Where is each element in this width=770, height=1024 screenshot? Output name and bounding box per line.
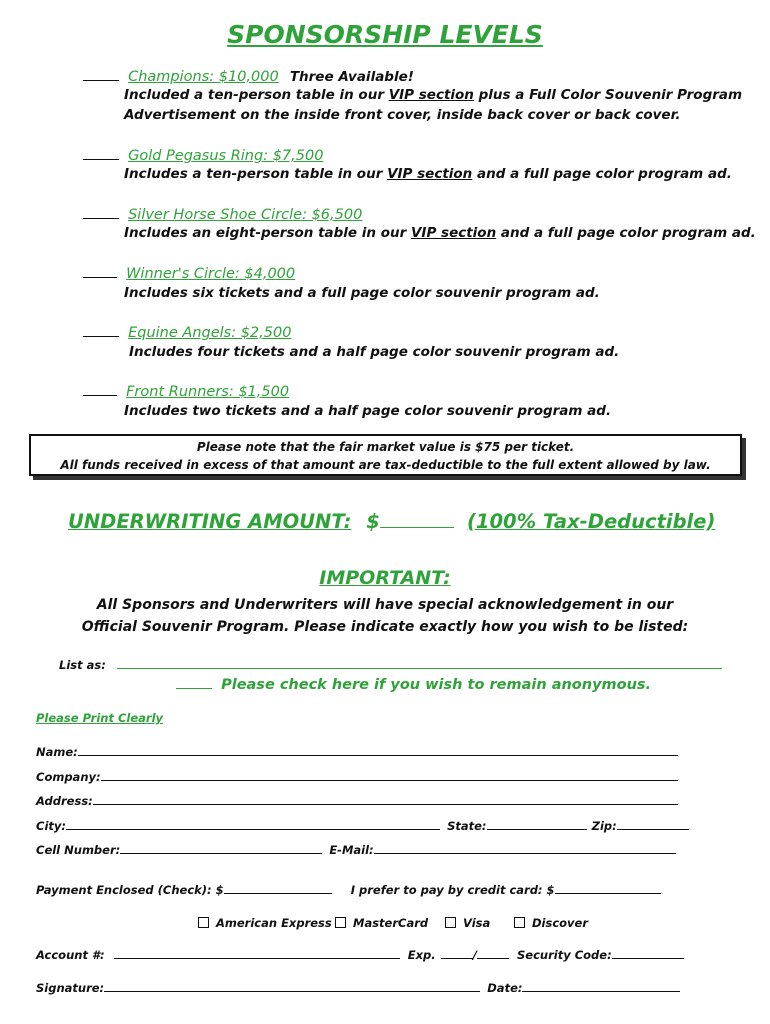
level-name: Front Runners: $1,500 bbox=[126, 384, 290, 400]
list-as-field[interactable] bbox=[117, 656, 722, 669]
card-label: Visa bbox=[463, 916, 491, 930]
account-field[interactable] bbox=[114, 946, 400, 959]
acknowledgement-line-2: Official Souvenir Program. Please indicate exactly how you wish to be listed: bbox=[81, 619, 689, 635]
security-code-field[interactable] bbox=[612, 946, 684, 959]
signature-label: Signature: bbox=[36, 981, 105, 995]
payment-check-field[interactable] bbox=[224, 881, 332, 894]
payment-row bbox=[36, 879, 661, 898]
checkbox-icon[interactable] bbox=[335, 917, 346, 928]
company-row bbox=[36, 766, 678, 785]
level-gold-pegasus bbox=[83, 145, 323, 164]
level-silver-horse-shoe bbox=[83, 204, 362, 223]
list-as-label: List as: bbox=[59, 658, 106, 672]
name-label: Name: bbox=[36, 745, 78, 759]
email-field[interactable] bbox=[374, 841, 676, 854]
tax-deductible-label: (100% Tax-Deductible) bbox=[467, 510, 716, 533]
level-name: Equine Angels: $2,500 bbox=[128, 325, 292, 341]
level-description: Includes a ten-person table in our VIP section and a full page color program ad. bbox=[124, 166, 732, 182]
date-field[interactable] bbox=[522, 979, 680, 992]
page-title: SPONSORSHIP LEVELS bbox=[227, 20, 543, 49]
tax-note-line-1: Please note that the fair market value is $75 per ticket. bbox=[196, 440, 575, 454]
underwriting-dollar: $ bbox=[366, 510, 380, 533]
anonymous-checkbox-line[interactable] bbox=[176, 674, 212, 689]
city-state-zip-row bbox=[36, 815, 689, 834]
level-description: Includes four tickets and a half page color souvenir program ad. bbox=[129, 344, 620, 360]
card-label: American Express bbox=[216, 916, 332, 930]
level-availability: Three Available! bbox=[289, 69, 414, 85]
name-row bbox=[36, 741, 678, 760]
level-description: Includes two tickets and a half page color souvenir program ad. bbox=[124, 403, 612, 419]
payment-credit-field[interactable] bbox=[555, 881, 661, 894]
exp-label: Exp. bbox=[407, 948, 436, 962]
tax-note-line-2: All funds received in excess of that amount are tax-deductible to the full extent allowed by law. bbox=[60, 458, 711, 472]
account-label: Account #: bbox=[36, 948, 105, 962]
signature-field[interactable] bbox=[104, 979, 480, 992]
company-field[interactable] bbox=[101, 768, 678, 781]
level-description: Includes six tickets and a full page color souvenir program ad. bbox=[124, 285, 600, 301]
level-checkbox-line[interactable] bbox=[83, 204, 119, 219]
city-field[interactable] bbox=[66, 817, 440, 830]
level-name: Champions: $10,000 bbox=[128, 69, 279, 85]
list-as-row bbox=[59, 654, 722, 673]
level-checkbox-line[interactable] bbox=[83, 66, 119, 81]
address-field[interactable] bbox=[93, 792, 678, 805]
level-champions bbox=[83, 66, 414, 85]
zip-field[interactable] bbox=[617, 817, 689, 830]
state-field[interactable] bbox=[487, 817, 587, 830]
card-option-discover[interactable] bbox=[514, 912, 588, 931]
anonymous-label: Please check here if you wish to remain anonymous. bbox=[221, 677, 652, 693]
email-label: E-Mail: bbox=[329, 843, 374, 857]
account-row bbox=[36, 944, 684, 963]
zip-label: Zip: bbox=[591, 819, 617, 833]
underwriting-amount-field[interactable] bbox=[380, 513, 454, 528]
address-label: Address: bbox=[36, 794, 93, 808]
card-option-mastercard[interactable] bbox=[335, 912, 428, 931]
level-winners-circle bbox=[83, 263, 295, 282]
level-checkbox-line[interactable] bbox=[83, 322, 119, 337]
anonymous-row bbox=[176, 674, 651, 693]
payment-check-label: Payment Enclosed (Check): $ bbox=[36, 883, 224, 897]
exp-separator: / bbox=[472, 948, 477, 962]
level-equine-angels bbox=[83, 322, 291, 341]
cell-number-field[interactable] bbox=[120, 841, 322, 854]
level-checkbox-line[interactable] bbox=[83, 263, 117, 278]
level-description: Included a ten-person table in our VIP section plus a Full Color Souvenir Program bbox=[124, 87, 743, 103]
level-name: Winner's Circle: $4,000 bbox=[126, 266, 296, 282]
level-front-runners bbox=[83, 381, 289, 400]
checkbox-icon[interactable] bbox=[445, 917, 456, 928]
level-name: Gold Pegasus Ring: $7,500 bbox=[128, 148, 324, 164]
print-clearly-label: Please Print Clearly bbox=[36, 711, 164, 725]
security-code-label: Security Code: bbox=[517, 948, 612, 962]
exp-year-field[interactable] bbox=[477, 946, 509, 959]
cell-email-row bbox=[36, 839, 676, 858]
checkbox-icon[interactable] bbox=[514, 917, 525, 928]
acknowledgement-line-1: All Sponsors and Underwriters will have special acknowledgement in our bbox=[96, 597, 674, 613]
level-checkbox-line[interactable] bbox=[83, 381, 117, 396]
checkbox-icon[interactable] bbox=[198, 917, 209, 928]
underwriting-amount bbox=[68, 510, 454, 533]
level-description: Includes an eight-person table in our VIP section and a full page color program ad. bbox=[124, 225, 756, 241]
tax-note-box bbox=[29, 434, 742, 476]
cell-number-label: Cell Number: bbox=[36, 843, 121, 857]
level-description-2: Advertisement on the inside front cover, inside back cover or back cover. bbox=[124, 107, 681, 123]
card-label: MasterCard bbox=[353, 916, 429, 930]
city-label: City: bbox=[36, 819, 66, 833]
signature-row bbox=[36, 977, 680, 996]
name-field[interactable] bbox=[78, 743, 678, 756]
card-label: Discover bbox=[532, 916, 589, 930]
level-checkbox-line[interactable] bbox=[83, 145, 119, 160]
address-row bbox=[36, 790, 678, 809]
state-label: State: bbox=[447, 819, 487, 833]
level-name: Silver Horse Shoe Circle: $6,500 bbox=[128, 207, 363, 223]
card-option-visa[interactable] bbox=[445, 912, 490, 931]
payment-credit-label: I prefer to pay by credit card: $ bbox=[350, 883, 555, 897]
card-option-amex[interactable] bbox=[198, 912, 332, 931]
date-label: Date: bbox=[487, 981, 523, 995]
underwriting-label: UNDERWRITING AMOUNT: bbox=[68, 510, 352, 533]
exp-month-field[interactable] bbox=[441, 946, 473, 959]
company-label: Company: bbox=[36, 770, 101, 784]
important-heading: IMPORTANT: bbox=[319, 567, 451, 589]
